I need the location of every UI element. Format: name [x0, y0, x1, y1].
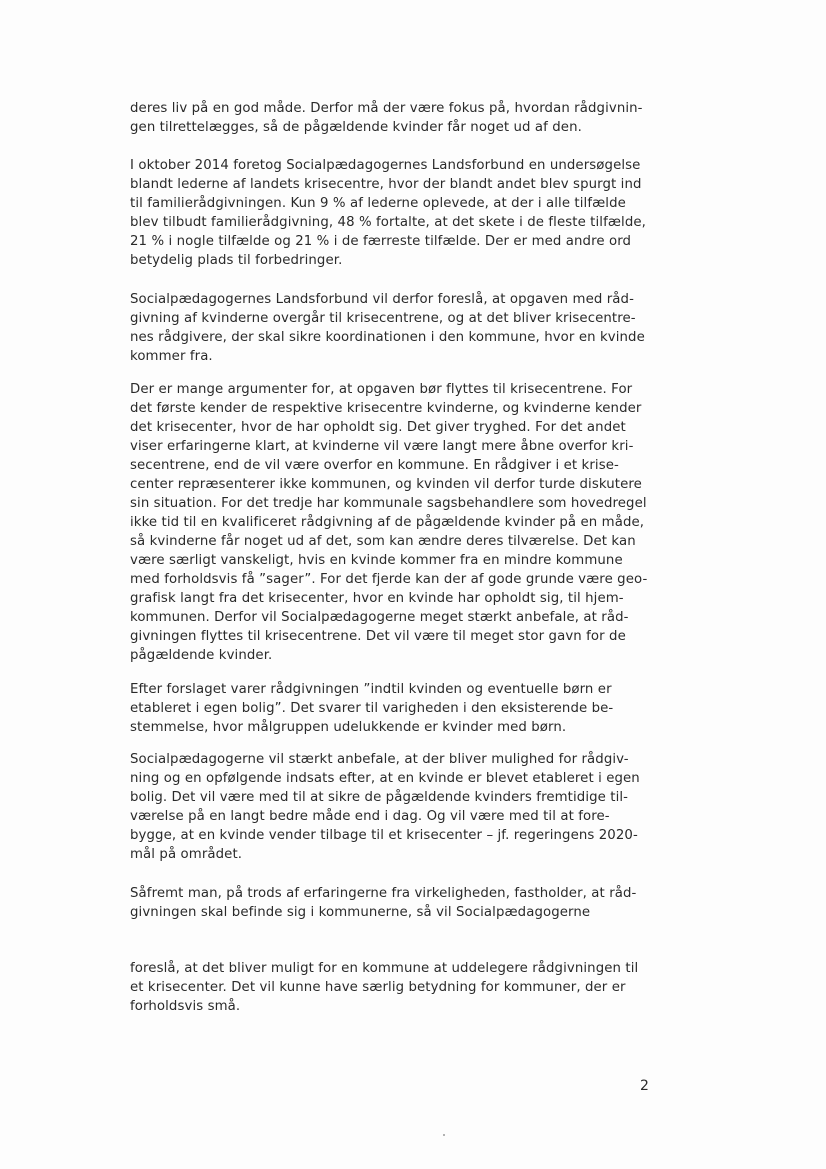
text-line: givningen skal befinde sig i kommunerne, så vil Socialpædagogerne — [130, 905, 591, 920]
page-number: 2 — [640, 1078, 649, 1094]
text-line: gen tilrettelægges, så de pågældende kvinder får noget ud af den. — [130, 120, 582, 135]
text-line: ikke tid til en kvalificeret rådgivning af de pågældende kvinder på en måde, — [130, 515, 645, 530]
text-line: blev tilbudt familierådgivning, 48 % fortalte, at det skete i de fleste tilfælde, — [130, 215, 646, 230]
text-line: et krisecenter. Det vil kunne have særlig betydning for kommuner, der er — [130, 980, 626, 995]
text-line: så kvinderne får noget ud af det, som kan ændre deres tilværelse. Det kan — [130, 534, 636, 549]
text-line: Efter forslaget varer rådgivningen ”indtil kvinden og eventuelle børn er — [130, 682, 612, 697]
text-line: bygge, at en kvinde vender tilbage til et krisecenter – jf. regeringens 2020- — [130, 828, 638, 843]
text-line: Socialpædagogerne vil stærkt anbefale, at der bliver mulighed for rådgiv- — [130, 752, 629, 767]
text-line: deres liv på en god måde. Derfor må der være fokus på, hvordan rådgivnin- — [130, 101, 643, 116]
text-line: stemmelse, hvor målgruppen udelukkende er kvinder med børn. — [130, 720, 567, 735]
text-line: Såfremt man, på trods af erfaringerne fra virkeligheden, fastholder, at råd- — [130, 886, 637, 901]
paragraph-1 — [130, 99, 655, 137]
text-line: det krisecenter, hvor de har opholdt sig. Det giver tryghed. For det andet — [130, 420, 626, 435]
text-line: kommunen. Derfor vil Socialpædagogerne meget stærkt anbefale, at råd- — [130, 610, 629, 625]
text-line: secentrene, end de vil være overfor en kommune. En rådgiver i et krise- — [130, 458, 619, 473]
paragraph-8 — [130, 959, 655, 1016]
text-line: pågældende kvinder. — [130, 648, 273, 663]
text-line: givningen flyttes til krisecentrene. Det vil være til meget stor gavn for de — [130, 629, 626, 644]
text-line: Socialpædagogernes Landsforbund vil derfor foreslå, at opgaven med råd- — [130, 292, 634, 307]
paragraph-2 — [130, 156, 655, 270]
text-line: Der er mange argumenter for, at opgaven bør flyttes til krisecentrene. For — [130, 382, 633, 397]
text-line: viser erfaringerne klart, at kvinderne vil være langt mere åbne overfor kri- — [130, 439, 634, 454]
text-line: center repræsenterer ikke kommunen, og kvinden vil derfor turde diskutere — [130, 477, 642, 492]
text-line: grafisk langt fra det krisecenter, hvor en kvinde har opholdt sig, til hjem- — [130, 591, 624, 606]
text-line: givning af kvinderne overgår til krisecentrene, og at det bliver krisecentre- — [130, 311, 636, 326]
text-line: I oktober 2014 foretog Socialpædagogernes Landsforbund en undersøgelse — [130, 158, 641, 173]
paragraph-5 — [130, 680, 655, 737]
paragraph-6 — [130, 750, 655, 864]
text-line: blandt lederne af landets krisecentre, hvor der blandt andet blev spurgt ind — [130, 177, 642, 192]
text-line: kommer fra. — [130, 349, 213, 364]
text-line: bolig. Det vil være med til at sikre de pågældende kvinders fremtidige til- — [130, 790, 629, 805]
paragraph-3 — [130, 290, 655, 366]
paragraph-7 — [130, 884, 655, 922]
text-line: etableret i egen bolig”. Det svarer til varigheden i den eksisterende be- — [130, 701, 614, 716]
text-line: forholdsvis små. — [130, 999, 241, 1014]
paragraph-4 — [130, 380, 655, 665]
text-line: være særligt vanskeligt, hvis en kvinde kommer fra en mindre kommune — [130, 553, 623, 568]
text-line: med forholdsvis få ”sager”. For det fjerde kan der af gode grunde være geo- — [130, 572, 648, 587]
text-line: mål på området. — [130, 847, 243, 862]
text-line: betydelig plads til forbedringer. — [130, 253, 343, 268]
text-line: nes rådgivere, der skal sikre koordinationen i den kommune, hvor en kvinde — [130, 330, 645, 345]
text-line: sin situation. For det tredje har kommunale sagsbehandlere som hovedregel — [130, 496, 647, 511]
scan-speck — [443, 1134, 445, 1136]
text-line: ning og en opfølgende indsats efter, at en kvinde er blevet etableret i egen — [130, 771, 640, 786]
text-line: foreslå, at det bliver muligt for en kommune at uddelegere rådgivningen til — [130, 961, 639, 976]
text-line: til familierådgivningen. Kun 9 % af lederne oplevede, at der i alle tilfælde — [130, 196, 626, 211]
text-line: 21 % i nogle tilfælde og 21 % i de færreste tilfælde. Der er med andre ord — [130, 234, 632, 249]
text-line: det første kender de respektive krisecentre kvinderne, og kvinderne kender — [130, 401, 642, 416]
text-line: værelse på en langt bedre måde end i dag. Og vil være med til at fore- — [130, 809, 610, 824]
